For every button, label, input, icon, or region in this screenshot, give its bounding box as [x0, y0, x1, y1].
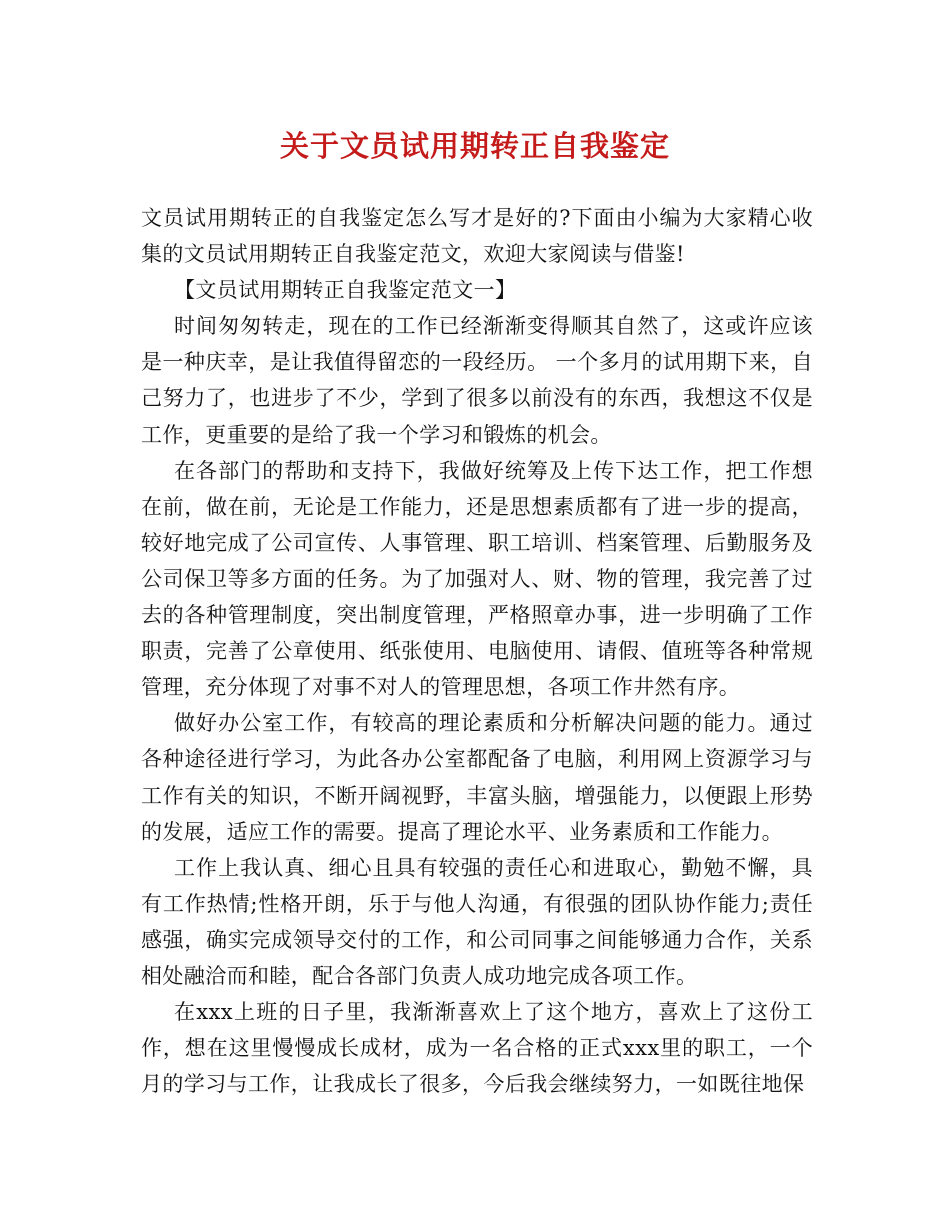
body-paragraph: 工作上我认真、细心且具有较强的责任心和进取心，勤勉不懈，具有工作热情;性格开朗，乐于与他人沟通，有很强的团队协作能力;责任感强，确实完成领导交付的工作，和公司同事之间能够通力合作，关系相处融洽而和睦，配合各部门负责人成功地完成各项工作。 — [141, 855, 813, 988]
section-heading: 【文员试用期转正自我鉴定范文一】 — [174, 278, 517, 303]
body-paragraph: 在各部门的帮助和支持下，我做好统筹及上传下达工作，把工作想在前，做在前，无论是工作能力，还是思想素质都有了进一步的提高，较好地完成了公司宣传、人事管理、职工培训、档案管理、后勤服务及公司保卫等多方面的任务。为了加强对人、财、物的管理，我完善了过去的各种管理制度，突出制度管理，严格照章办事，进一步明确了工作职责，完善了公章使用、纸张使用、电脑使用、请假、值班等各种常规管理，充分体现了对事不对人的管理思想，各项工作井然有序。 — [141, 458, 813, 700]
intro-paragraph: 文员试用期转正的自我鉴定怎么写才是好的?下面由小编为大家精心收集的文员试用期转正自我鉴定范文，欢迎大家阅读与借鉴! — [141, 206, 813, 267]
document-title: 关于文员试用期转正自我鉴定 — [279, 129, 670, 163]
document-body — [141, 200, 813, 1102]
body-paragraph: 做好办公室工作，有较高的理论素质和分析解决问题的能力。通过各种途径进行学习，为此各办公室都配备了电脑，利用网上资源学习与工作有关的知识，不断开阔视野，丰富头脑，增强能力，以便跟上形势的发展，适应工作的需要。提高了理论水平、业务素质和工作能力。 — [141, 711, 813, 844]
body-paragraph: 时间匆匆转走，现在的工作已经渐渐变得顺其自然了，这或许应该是一种庆幸，是让我值得留恋的一段经历。 一个多月的试用期下来，自己努力了，也进步了不少，学到了很多以前没有的东西，我想这不仅是工作，更重要的是给了我一个学习和锻炼的机会。 — [141, 314, 813, 447]
body-paragraph: 在xxx上班的日子里，我渐渐喜欢上了这个地方，喜欢上了这份工作，想在这里慢慢成长成材，成为一名合格的正式xxx里的职工，一个月的学习与工作，让我成长了很多，今后我会继续努力，一如既往地保 — [141, 1000, 813, 1097]
